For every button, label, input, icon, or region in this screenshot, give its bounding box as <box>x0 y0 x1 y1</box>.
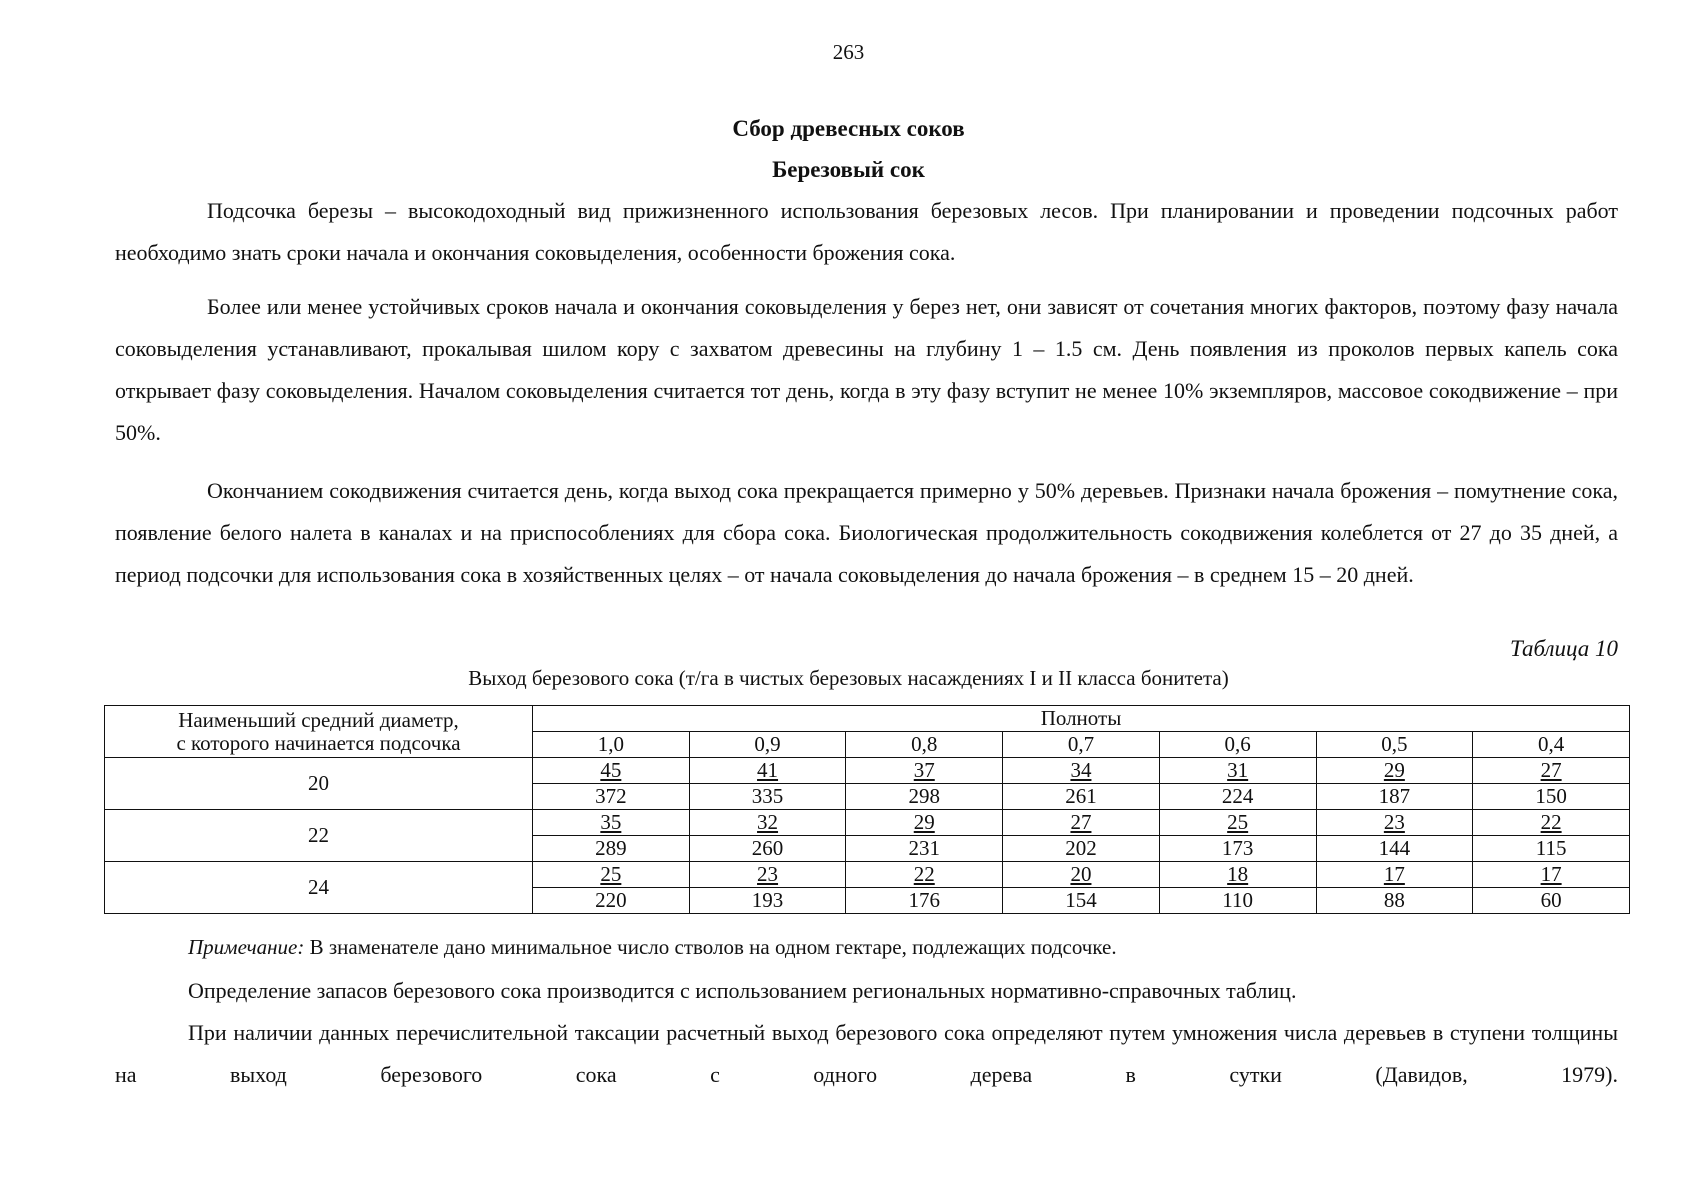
section-subheading: Березовый сок <box>772 157 925 182</box>
stems-cell: 260 <box>689 836 846 862</box>
yield-value: 27 <box>1070 810 1092 834</box>
stems-cell: 150 <box>1473 784 1630 810</box>
stems-cell: 202 <box>1003 836 1160 862</box>
birch-sap-yield-table <box>104 705 1630 914</box>
yield-value: 41 <box>757 758 779 782</box>
yield-value: 37 <box>913 758 935 782</box>
yield-cell <box>1003 758 1160 784</box>
stems-cell: 154 <box>1003 888 1160 914</box>
paragraph-3 <box>115 470 1618 596</box>
yield-value: 35 <box>600 810 622 834</box>
yield-value: 31 <box>1227 758 1249 782</box>
page-number: 263 <box>832 40 865 64</box>
yield-value: 23 <box>757 862 779 886</box>
stems-cell: 289 <box>533 836 690 862</box>
yield-value: 17 <box>1540 862 1562 886</box>
stems-cell: 298 <box>846 784 1003 810</box>
table-row <box>105 758 1630 784</box>
paragraph-4 <box>115 970 1618 1012</box>
column-header: 0,7 <box>1003 732 1160 758</box>
section-heading: Сбор древесных соков <box>732 116 965 141</box>
diameter-cell: 22 <box>105 810 533 862</box>
yield-cell <box>1316 862 1473 888</box>
stems-cell: 173 <box>1159 836 1316 862</box>
note-text: В знаменателе дано минимальное число стволов на одном гектаре, подлежащих подсочке. <box>304 935 1117 959</box>
table-caption: Выход березового сока (т/га в чистых березовых насаждениях I и II класса бонитета) <box>468 666 1229 690</box>
yield-value: 25 <box>600 862 622 886</box>
yield-cell <box>1003 862 1160 888</box>
yield-value: 32 <box>757 810 779 834</box>
yield-cell <box>1473 758 1630 784</box>
group-header-cell: Полноты <box>533 706 1630 732</box>
yield-cell <box>1473 810 1630 836</box>
row-header-cell <box>105 706 533 758</box>
table-row <box>105 862 1630 888</box>
column-header: 1,0 <box>533 732 690 758</box>
stems-cell: 187 <box>1316 784 1473 810</box>
table-header-row <box>105 706 1630 732</box>
paragraph-5 <box>115 1012 1618 1096</box>
yield-cell <box>1316 810 1473 836</box>
paragraph-5-text: При наличии данных перечислительной таксации расчетный выход березового сока определяют путем умножения числа деревьев в ступени толщины на выход березового сока с одного дерева в сутки (Давидов, 1979). <box>115 1020 1618 1087</box>
stems-cell: 224 <box>1159 784 1316 810</box>
yield-cell <box>689 862 846 888</box>
stems-cell: 60 <box>1473 888 1630 914</box>
yield-value: 27 <box>1540 758 1562 782</box>
table-row <box>105 810 1630 836</box>
stems-cell: 144 <box>1316 836 1473 862</box>
yield-cell <box>846 862 1003 888</box>
row-header-line-1: Наименьший средний диаметр, <box>178 707 459 732</box>
yield-value: 23 <box>1383 810 1405 834</box>
column-header: 0,9 <box>689 732 846 758</box>
yield-value: 45 <box>600 758 622 782</box>
stems-cell: 176 <box>846 888 1003 914</box>
yield-cell <box>533 810 690 836</box>
yield-value: 17 <box>1383 862 1405 886</box>
stems-cell: 231 <box>846 836 1003 862</box>
note-label: Примечание: <box>188 935 305 959</box>
yield-cell <box>1473 862 1630 888</box>
paragraph-1-text: Подсочка березы – высокодоходный вид прижизненного использования березовых лесов. При планировании и проведении подсочных работ необходимо знать сроки начала и окончания соковыделения, особенности брожения сока. <box>115 198 1618 265</box>
yield-value: 22 <box>913 862 935 886</box>
column-header: 0,6 <box>1159 732 1316 758</box>
table-note <box>188 935 1117 960</box>
diameter-cell: 20 <box>105 758 533 810</box>
yield-cell <box>1159 810 1316 836</box>
yield-value: 20 <box>1070 862 1092 886</box>
stems-cell: 220 <box>533 888 690 914</box>
stems-cell: 88 <box>1316 888 1473 914</box>
yield-cell <box>846 758 1003 784</box>
yield-value: 29 <box>1383 758 1405 782</box>
yield-cell <box>1003 810 1160 836</box>
column-header: 0,8 <box>846 732 1003 758</box>
paragraph-2-text: Более или менее устойчивых сроков начала и окончания соковыделения у берез нет, они зависят от сочетания многих факторов, поэтому фазу начала соковыделения устанавливают, прокалывая шилом кору с захватом древесины на глубину 1 – 1.5 см. День появления из проколов первых капель сока открывает фазу соковыделения. Началом соковыделения считается тот день, когда в эту фазу вступит не менее 10% экземпляров, массовое сокодвижение – при 50%. <box>115 294 1618 445</box>
yield-value: 29 <box>913 810 935 834</box>
paragraph-2 <box>115 286 1618 454</box>
paragraph-1 <box>115 190 1618 274</box>
yield-cell <box>533 758 690 784</box>
yield-cell <box>846 810 1003 836</box>
yield-value: 22 <box>1540 810 1562 834</box>
yield-value: 25 <box>1227 810 1249 834</box>
paragraph-4-text: Определение запасов березового сока производится с использованием региональных нормативно-справочных таблиц. <box>188 978 1297 1003</box>
paragraph-3-text: Окончанием сокодвижения считается день, когда выход сока прекращается примерно у 50% деревьев. Признаки начала брожения – помутнение сока, появление белого налета в каналах и на приспособлениях для сбора сока. Биологическая продолжительность сокодвижения колеблется от 27 до 35 дней, а период подсочки для использования сока в хозяйственных целях – от начала соковыделения до начала брожения – в среднем 15 – 20 дней. <box>115 478 1618 587</box>
stems-cell: 115 <box>1473 836 1630 862</box>
yield-value: 34 <box>1070 758 1092 782</box>
yield-cell <box>689 758 846 784</box>
yield-cell <box>1316 758 1473 784</box>
stems-cell: 335 <box>689 784 846 810</box>
stems-cell: 372 <box>533 784 690 810</box>
yield-cell <box>689 810 846 836</box>
column-header: 0,5 <box>1316 732 1473 758</box>
table-label: Таблица 10 <box>1509 636 1618 661</box>
yield-cell <box>1159 862 1316 888</box>
yield-cell <box>1159 758 1316 784</box>
yield-cell <box>533 862 690 888</box>
yield-value: 18 <box>1227 862 1249 886</box>
stems-cell: 110 <box>1159 888 1316 914</box>
column-header: 0,4 <box>1473 732 1630 758</box>
diameter-cell: 24 <box>105 862 533 914</box>
stems-cell: 261 <box>1003 784 1160 810</box>
row-header-line-2: с которого начинается подсочка <box>176 730 461 755</box>
stems-cell: 193 <box>689 888 846 914</box>
